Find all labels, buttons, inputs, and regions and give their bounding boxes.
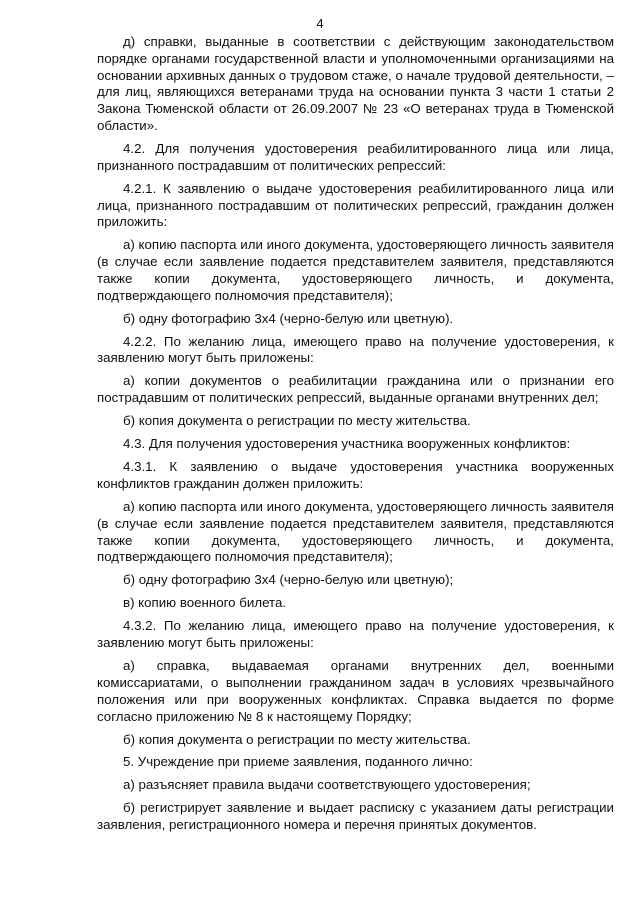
paragraph-4-3-1-a: а) копию паспорта или иного документа, удостоверяющего личность заявителя (в случае если заявление подается представителем заявителя, представляются также копии документа, удостоверяющего личность, и документа, подтверждающего полномочия представителя); [97, 499, 614, 565]
paragraph-4-2-2-b: б) копия документа о регистрации по месту жительства. [123, 413, 471, 429]
paragraph-4-2-1: 4.2.1. К заявлению о выдаче удостоверения реабилитированного лица или лица, признанного пострадавшим от политических репрессий, гражданин должен приложить: [97, 180, 614, 230]
paragraph-4-2-2: 4.2.2. По желанию лица, имеющего право на получение удостоверения, к заявлению могут быть приложены: [97, 333, 614, 366]
paragraph-4-3-1-b: б) одну фотографию 3х4 (черно-белую или цветную); [123, 572, 454, 588]
document-body [97, 34, 614, 840]
paragraph-4-3-2-b: б) копия документа о регистрации по месту жительства. [123, 731, 471, 747]
page-number: 4 [316, 16, 324, 31]
paragraph-4-3-2-a: а) справка, выдаваемая органами внутренних дел, военными комиссариатами, о выполнении гражданином задач в условиях чрезвычайного положения или при вооруженных конфликтах. Справка выдается по форме согласно приложению № 8 к настоящему Порядку; [97, 658, 614, 724]
paragraph-4-2-2-a: а) копии документов о реабилитации гражданина или о признании его пострадавшим от политических репрессий, выданные органами внутренних дел; [97, 373, 614, 406]
paragraph-4-3-1: 4.3.1. К заявлению о выдаче удостоверения участника вооруженных конфликтов гражданин должен приложить: [97, 459, 614, 492]
paragraph-4-2-1-a: а) копию паспорта или иного документа, удостоверяющего личность заявителя (в случае если заявление подается представителем заявителя, представляются также копии документа, удостоверяющего личность, и документа, подтверждающего полномочия представителя); [97, 237, 614, 303]
paragraph-4-3-2: 4.3.2. По желанию лица, имеющего право на получение удостоверения, к заявлению могут быть приложены: [97, 618, 614, 651]
paragraph-d-spravki: д) справки, выданные в соответствии с действующим законодательством порядке органами государственной власти и уполномоченными организациями на основании архивных данных о трудовом стаже, о начале трудовой деятельности, – для лиц, являющихся ветеранами труда на основании пункта 3 части 1 статьи 2 Закона Тюменской области от 26.09.2007 № 23 «О ветеранах труда в Тюменской области». [97, 34, 614, 133]
paragraph-4-3-1-v: в) копию военного билета. [123, 595, 287, 611]
paragraph-5-b: б) регистрирует заявление и выдает расписку с указанием даты регистрации заявления, регистрационного номера и перечня принятых документов. [97, 800, 614, 833]
paragraph-4-2: 4.2. Для получения удостоверения реабилитированного лица или лица, признанного пострадавшим от политических репрессий: [97, 140, 614, 173]
paragraph-4-2-1-b: б) одну фотографию 3х4 (черно-белую или цветную). [123, 310, 454, 326]
paragraph-5-a: а) разъясняет правила выдачи соответствующего удостоверения; [123, 777, 531, 793]
paragraph-5: 5. Учреждение при приеме заявления, поданного лично: [123, 754, 473, 770]
paragraph-4-3: 4.3. Для получения удостоверения участника вооруженных конфликтов: [123, 436, 571, 452]
